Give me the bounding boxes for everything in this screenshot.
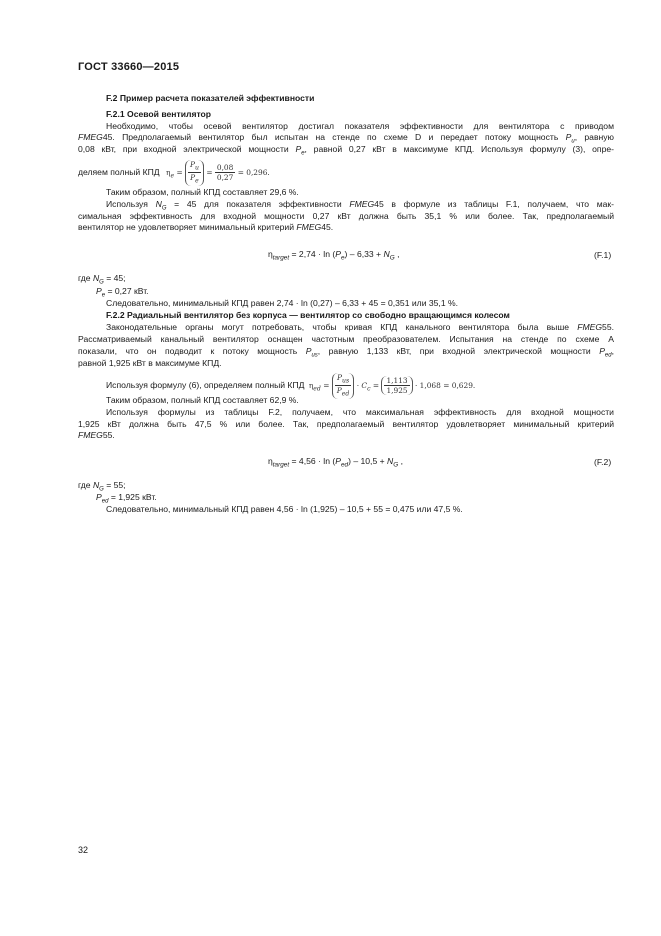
f21-paragraph-line3: 0,08 кВт, при входной электрической мощности $P_e$, равной 0,27 кВт в максимуме КПД. Используя формулу (3), опре- xyxy=(78,144,614,157)
f22-where-line1: где $N_G = 55$; xyxy=(78,480,126,493)
document-standard-header: ГОСТ 33660—2015 xyxy=(78,61,180,73)
f22-p1-line2: Рассматриваемый канальный вентилятор оснащен частотным преобразователем. Испытания на стенде по схеме А xyxy=(78,334,614,344)
subsection-heading-f21: F.2.1 Осевой вентилятор xyxy=(106,109,212,119)
f21-p3-line2: симальная эффективность для входной мощности 0,27 кВт должна быть 35,1 % или более. Так, предполагаемый xyxy=(78,211,614,221)
f21-paragraph-line2: FMEG45. Предполагаемый вентилятор был испытан на стенде по схеме D и передает потоку мощность $P_u$, равную xyxy=(78,132,615,145)
f22-p4-line3: FMEG55. xyxy=(78,430,115,440)
formula-f1: $\eta_{target} = 2,74 \cdot \ln (P_e) - 6,33 + N_G$ , xyxy=(268,249,400,262)
f22-result-text: Таким образом, полный КПД составляет 62,9 %. xyxy=(106,395,299,405)
f22-where-line2: $P_{ed} = 1,925$ кВт. xyxy=(96,492,157,505)
f21-where-line1: где $N_G = 45$; xyxy=(78,273,126,286)
f21-efficiency-equation-line: деляем полный КПД $\eta_e$ = $\frac{P_u}{P_e}$ = $\frac{0,08}{0,27}$ = 0,296. xyxy=(78,160,270,185)
page-number: 32 xyxy=(78,845,89,855)
f21-paragraph-line1: Необходимо, чтобы осевой вентилятор достигал показателя эффективности для вентилятора с приводом xyxy=(106,121,614,131)
formula-f1-number: (F.1) xyxy=(594,250,612,260)
equation-eta-e: $\eta_e$ = $\frac{P_u}{P_e}$ = $\frac{0,08}{0,27}$ = 0,296. xyxy=(166,160,270,185)
equation-eta-ed: $\eta_{ed}$ = $\frac{P_{us}}{P_{ed}}$ · $C_c$ = $\frac{1,113}{1,925}$ · 1,068 = 0,629. xyxy=(308,373,476,398)
formula-f2: $\eta_{target} = 4,56 \cdot \ln (P_{ed}) - 10,5 + N_G$ , xyxy=(268,456,404,469)
f21-p3-line1: Используя $N_G = 45$ для показателя эффективности FMEG45 в формуле из таблицы F.1, получаем, что мак- xyxy=(106,199,615,212)
f21-result-text: Таким образом, полный КПД составляет 29,6 %. xyxy=(106,187,299,197)
f22-conclusion: Следовательно, минимальный КПД равен 4,56 · ln (1,925) – 10,5 + 55 = 0,475 или 47,5 %. xyxy=(106,504,463,514)
f22-p4-line1: Используя формулы из таблицы F.2, получаем, что максимальная эффективность для входной мощности xyxy=(106,407,614,417)
f22-p1-line4: равной 1,925 кВт в максимуме КПД. xyxy=(78,358,222,368)
f22-efficiency-equation-line: Используя формулу (6), определяем полный КПД $\eta_{ed}$ = $\frac{P_{us}}{P_{ed}}$ · $C_c$ = $\frac{1,113}{1,925}$ · 1,068 = 0,629. xyxy=(106,373,476,398)
f22-p1-line3: показали, что он подводит к потоку мощность $P_{us}$, равную 1,133 кВт, при входной электрической мощности $P_{ed}$, xyxy=(78,346,614,359)
formula-f2-number: (F.2) xyxy=(594,457,612,467)
f22-p1-line1: Законодательные органы могут потребовать, чтобы кривая КПД канального вентилятора была выше FMEG55. xyxy=(106,322,614,332)
f22-p4-line2: 1,925 кВт должна быть 47,5 % или более. Так, предполагаемый вентилятор удовлетворяет минимальный критерий xyxy=(78,419,614,429)
section-heading-f2: F.2 Пример расчета показателей эффективности xyxy=(106,93,315,103)
subsection-heading-f22: F.2.2 Радиальный вентилятор без корпуса — вентилятор со свободно вращающимся колесом xyxy=(106,310,510,320)
f21-conclusion: Следовательно, минимальный КПД равен 2,74 · ln (0,27) – 6,33 + 45 = 0,351 или 35,1 %. xyxy=(106,298,459,308)
f21-where-line2: $P_e = 0,27$ кВт. xyxy=(96,286,149,299)
f21-p3-line3: вентилятор не удовлетворяет минимальный критерий FMEG45. xyxy=(78,222,334,232)
